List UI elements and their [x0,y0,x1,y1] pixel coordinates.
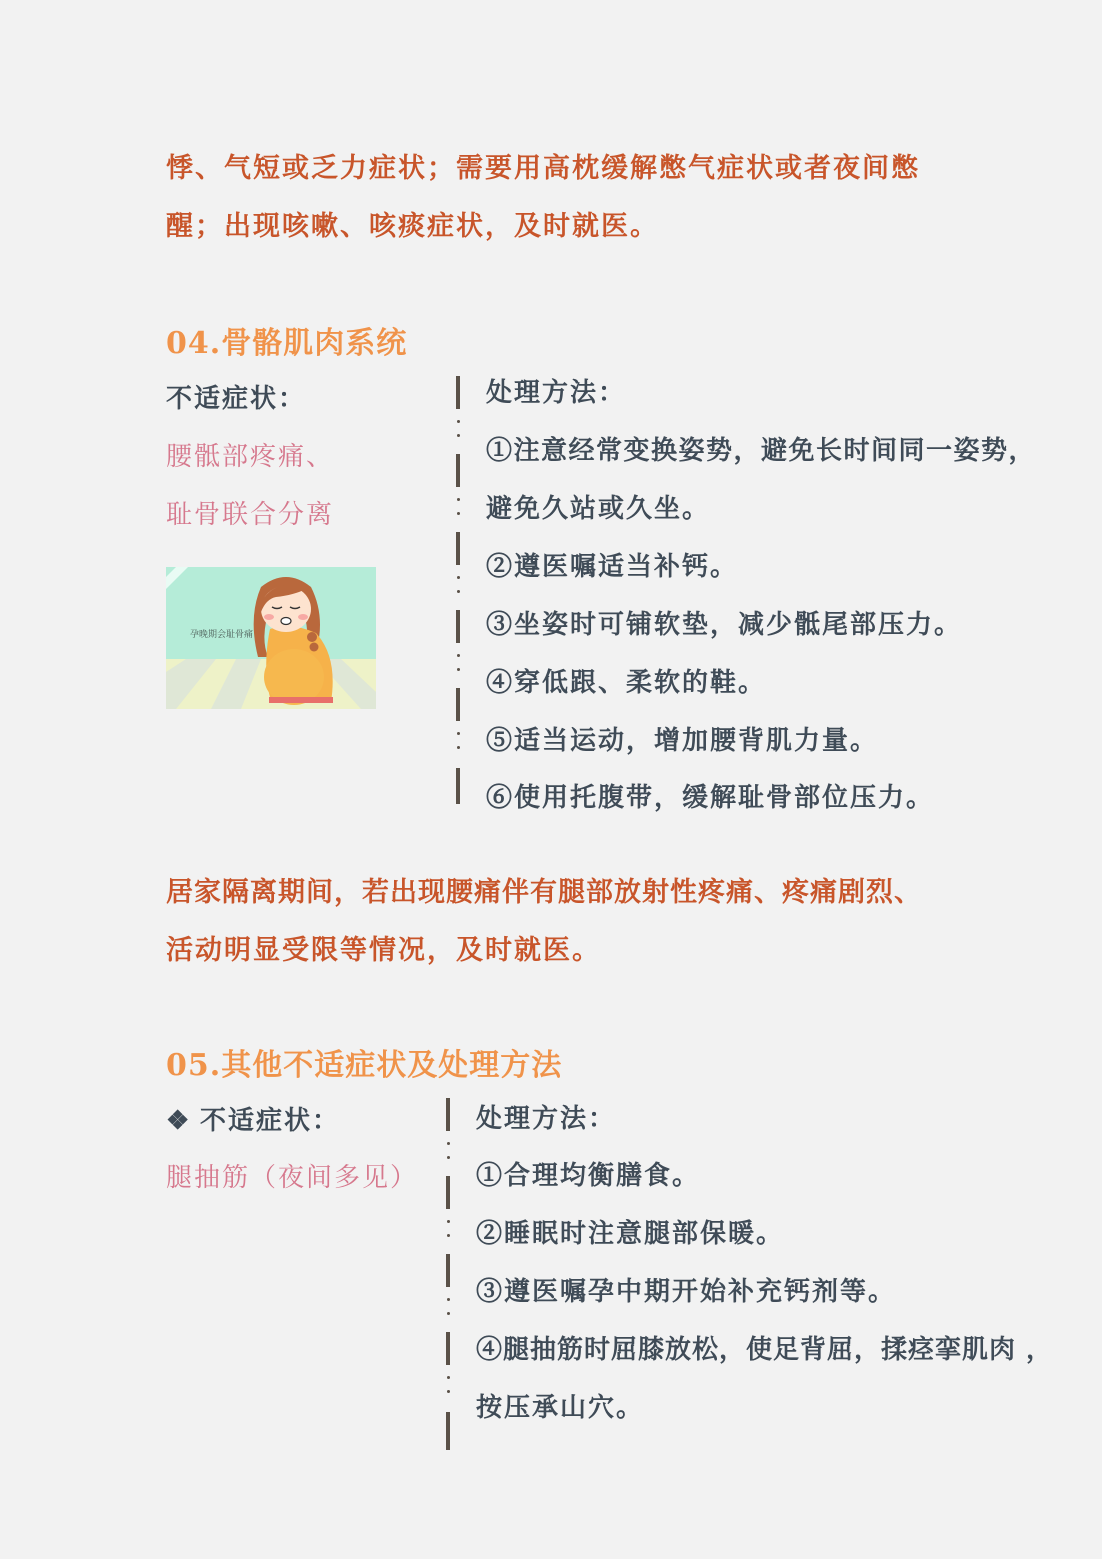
section-4-divider [456,376,460,804]
pregnancy-pain-illustration [166,567,376,709]
section-5-symptom-label: 不适症状： [200,1106,341,1136]
section-4-title: 04.骨骼肌肉系统 [166,326,408,361]
section-4-symptom-label: 不适症状： [166,384,307,414]
section-4-warning-line-2: 活动明显受限等情况，及时就医。 [166,935,601,966]
section-5-symptom: 腿抽筋（夜间多见） [166,1163,419,1193]
section-5-method-4: ④腿抽筋时屈膝放松，使足背屈，揉痉挛肌肉 ， [476,1335,1054,1365]
section-5-method-1: ①合理均衡膳食。 [476,1161,701,1191]
section-4-method-label: 处理方法： [486,378,627,408]
diamond-bullet-icon: ❖ [166,1106,192,1136]
section-4-method-1-cont: 避免久站或久坐。 [486,494,711,524]
section-4-method-2: ②遵医嘱适当补钙。 [486,552,739,582]
intro-line-2: 醒；出现咳嗽、咳痰症状，及时就医。 [166,211,659,242]
section-4-symptom-2: 耻骨联合分离 [166,500,335,530]
illustration-caption: 孕晚期会耻骨痛 [190,630,254,640]
section-4-symptom-1: 腰骶部疼痛、 [166,442,335,472]
section-4-method-5: ⑤适当运动，增加腰背肌力量。 [486,726,879,756]
section-4-method-3: ③坐姿时可铺软垫，减少骶尾部压力。 [486,610,963,640]
section-4-method-1: ①注意经常变换姿势，避免长时间同一姿势， [486,436,1037,466]
intro-line-1: 悸、气短或乏力症状；需要用高枕缓解憋气症状或者夜间憋 [166,153,920,184]
section-5-symptom-row [166,1100,340,1137]
section-5-method-3: ③遵医嘱孕中期开始补充钙剂等。 [476,1277,897,1307]
section-4-method-6: ⑥使用托腹带，缓解耻骨部位压力。 [486,783,935,813]
section-5-method-2: ②睡眠时注意腿部保暖。 [476,1219,785,1249]
section-5-method-label: 处理方法： [476,1104,617,1134]
section-5-divider [446,1098,450,1450]
section-4-warning-line-1: 居家隔离期间，若出现腰痛伴有腿部放射性疼痛、疼痛剧烈、 [166,877,922,908]
section-5-method-4-cont: 按压承山穴。 [476,1393,645,1423]
section-5-title: 05.其他不适症状及处理方法 [166,1048,563,1083]
section-4-method-4: ④穿低跟、柔软的鞋。 [486,668,767,698]
